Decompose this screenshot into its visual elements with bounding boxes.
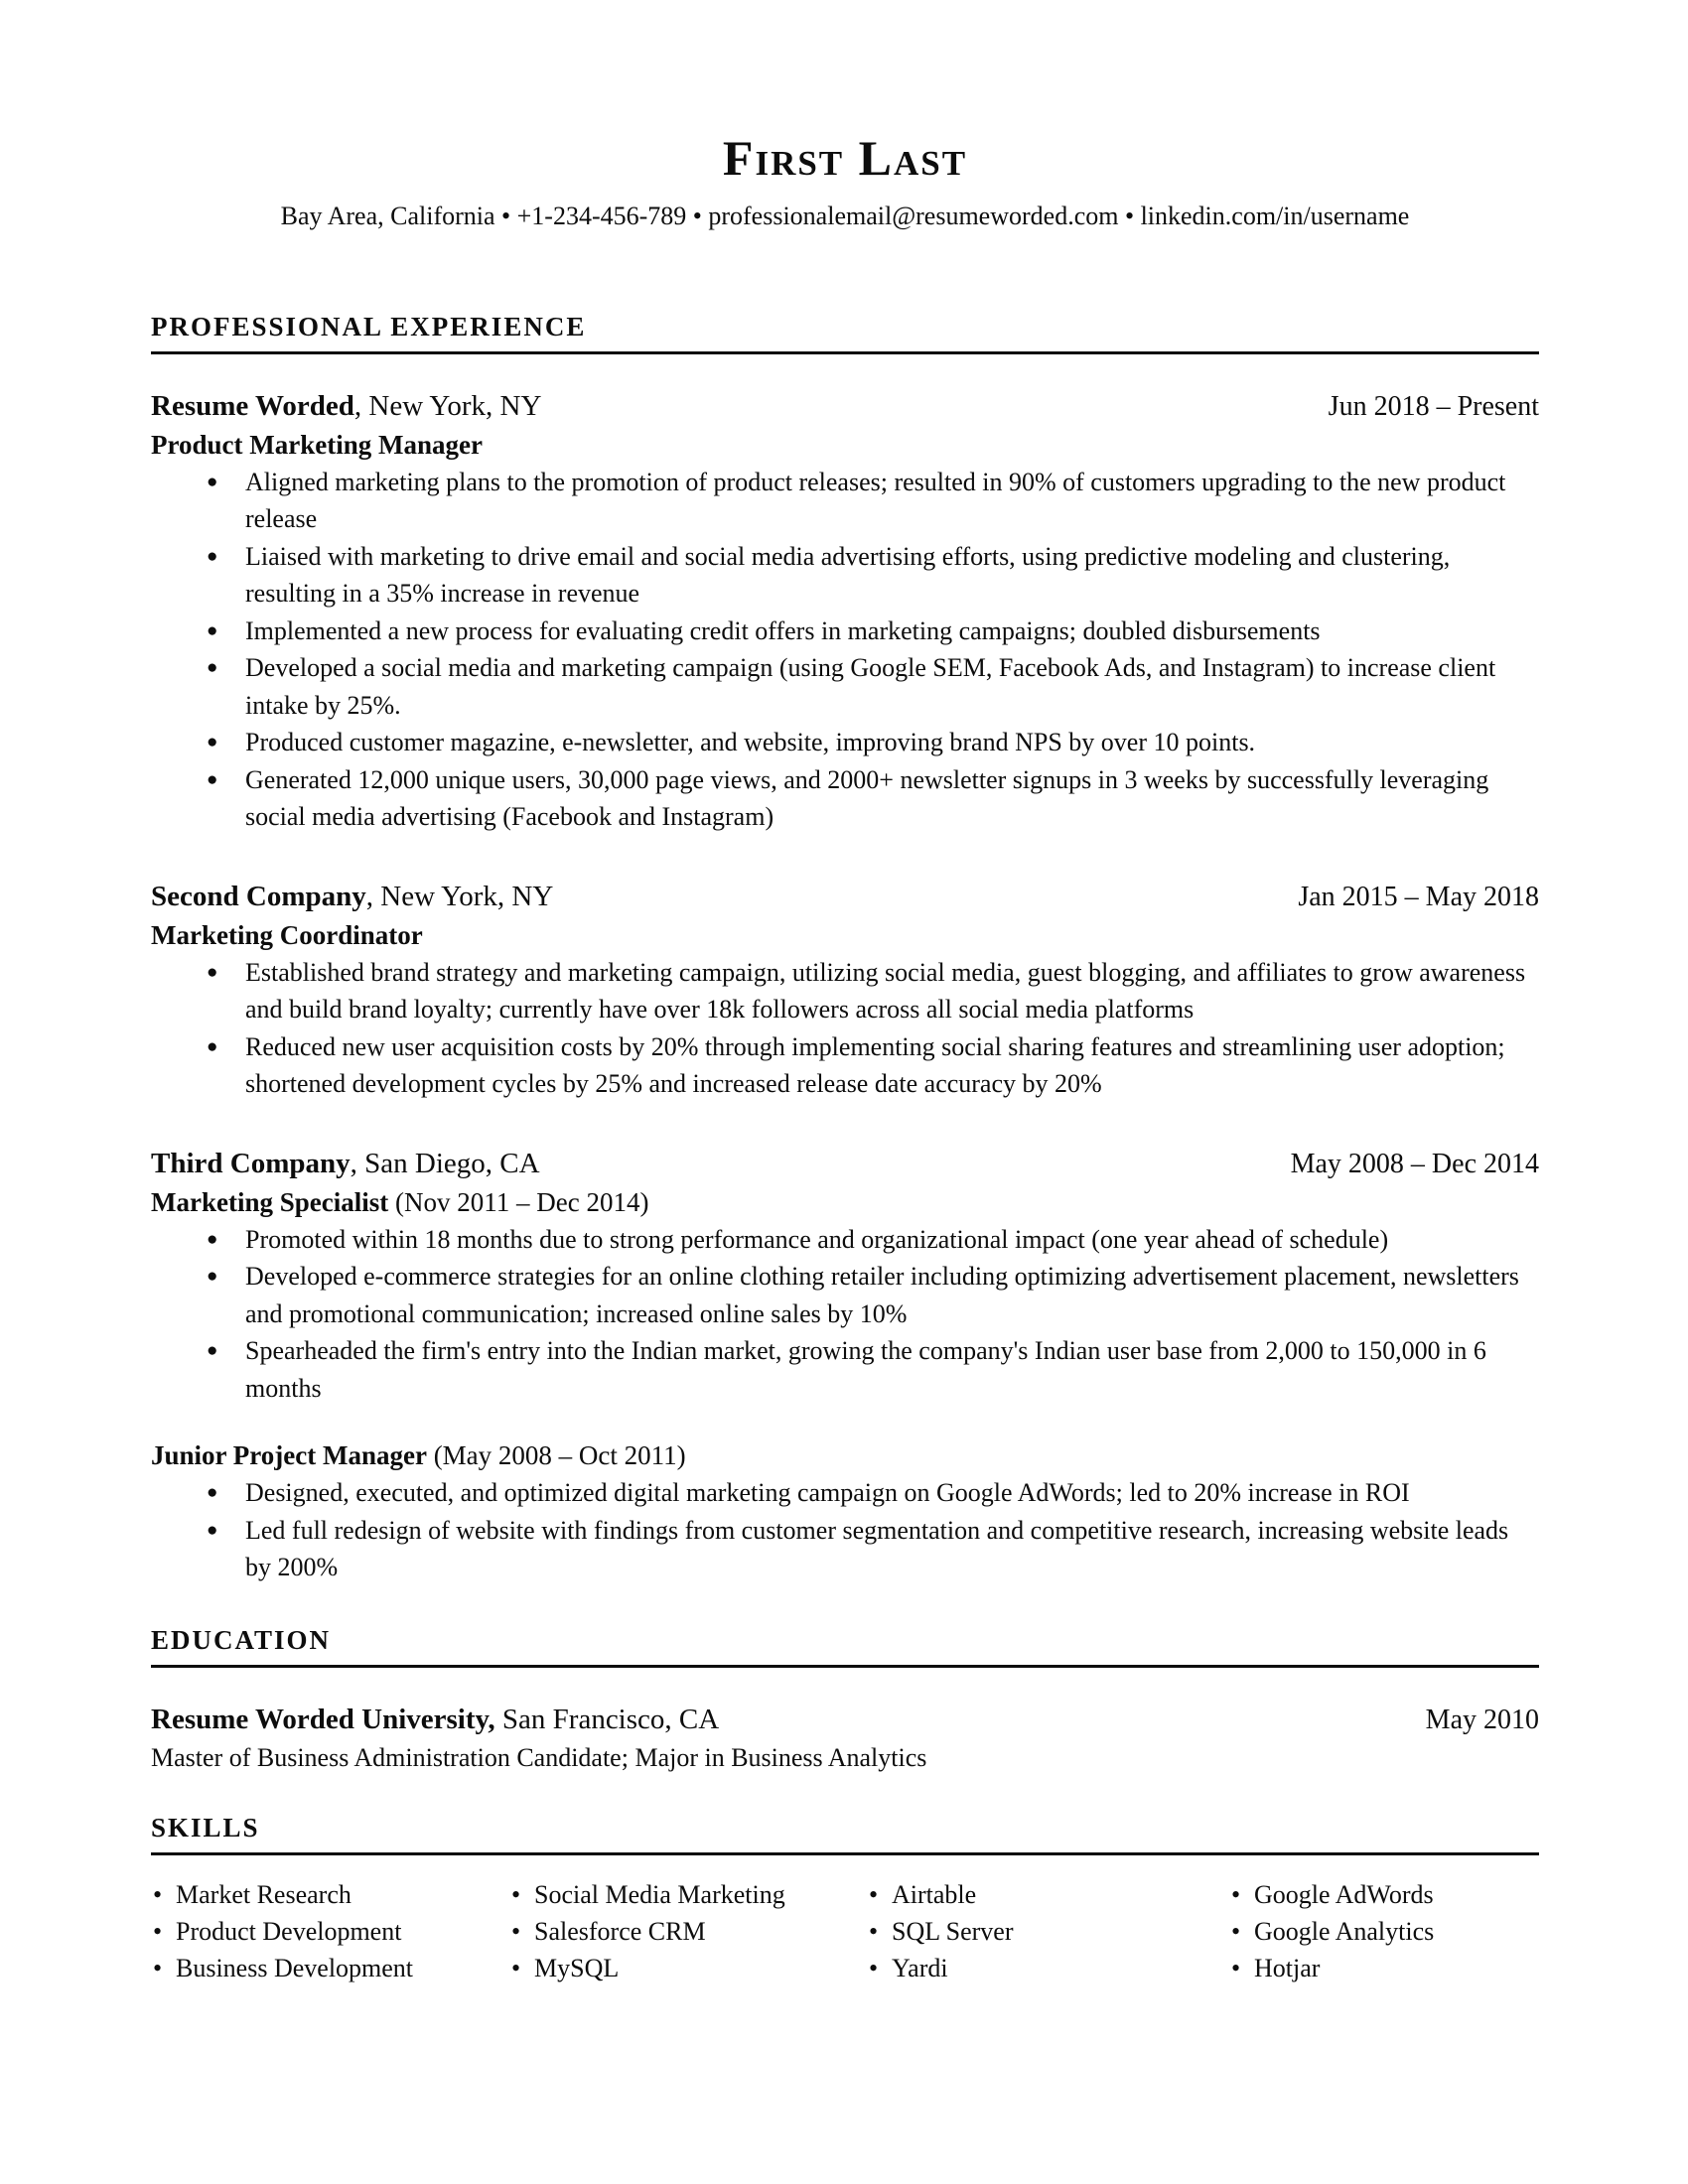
skill-item: [151, 1913, 509, 1950]
bullet-icon: ●: [207, 657, 218, 679]
company-line: [151, 1145, 540, 1182]
bullet-text: Promoted within 18 months due to strong performance and organizational impact (one year ahead of schedule): [245, 1224, 1389, 1254]
job-header: [151, 878, 1539, 916]
date-range: May 2008 – Dec 2014: [1290, 1148, 1539, 1179]
bullet-icon: ●: [207, 545, 218, 567]
bullet-icon: •: [153, 1954, 163, 1983]
education-heading: EDUCATION: [151, 1625, 1539, 1668]
bullet-icon: •: [1231, 1917, 1241, 1947]
skill-item: [867, 1913, 1229, 1950]
company-location: , San Diego, CA: [350, 1147, 540, 1179]
skill-item: [1229, 1950, 1539, 1986]
skill-item: [509, 1913, 867, 1950]
bullet-icon: ●: [207, 1035, 218, 1057]
bullet-item: [151, 1028, 1539, 1103]
bullet-list: [151, 954, 1539, 1103]
bullet-item: [151, 649, 1539, 724]
bullet-item: [151, 1332, 1539, 1407]
skill-text: Market Research: [176, 1880, 352, 1910]
degree-text: Master of Business Administration Candidate; Major in Business Analytics: [151, 1742, 927, 1772]
skill-text: MySQL: [534, 1954, 620, 1983]
job-resume-worded: [151, 387, 1539, 836]
skill-text: Airtable: [892, 1880, 977, 1910]
job-header: [151, 1145, 1539, 1183]
bullet-icon: •: [511, 1917, 521, 1947]
bullet-text: Designed, executed, and optimized digital marketing campaign on Google AdWords; led to 20% increase in ROI: [245, 1478, 1410, 1508]
bullet-item: [151, 1221, 1539, 1259]
bullet-icon: •: [1231, 1880, 1241, 1910]
company-name: Third Company: [151, 1147, 351, 1179]
company-name: Resume Worded: [151, 389, 354, 422]
bullet-item: [151, 724, 1539, 761]
bullet-list: [151, 1221, 1539, 1408]
experience-heading: PROFESSIONAL EXPERIENCE: [151, 312, 1539, 354]
skills-column: [151, 1876, 509, 1986]
job-title-text: Junior Project Manager: [151, 1440, 427, 1471]
education-section: [151, 1625, 1539, 1777]
company-location: , New York, NY: [365, 880, 554, 912]
bullet-icon: •: [869, 1917, 879, 1947]
bullet-icon: •: [1231, 1954, 1241, 1983]
bullet-text: Led full redesign of website with findings from customer segmentation and competitive research, increasing website leads by 200%: [245, 1515, 1509, 1582]
skill-text: Salesforce CRM: [534, 1917, 706, 1947]
contact-line: Bay Area, California • +1-234-456-789 • professionalemail@resumeworded.com • linkedin.com/in/username: [280, 201, 1410, 230]
bullet-item: [151, 1474, 1539, 1512]
role-marketing-specialist: [151, 1183, 1539, 1408]
bullet-icon: •: [153, 1880, 163, 1910]
bullet-text: Spearheaded the firm's entry into the Indian market, growing the company's Indian user base from 2,000 to 150,000 in 6 months: [245, 1336, 1486, 1403]
bullet-icon: ●: [207, 732, 218, 753]
skill-text: Hotjar: [1254, 1954, 1321, 1983]
experience-section: [151, 312, 1539, 1586]
skill-item: [1229, 1913, 1539, 1950]
bullet-item: [151, 538, 1539, 613]
skill-text: Social Media Marketing: [534, 1880, 785, 1910]
skill-item: [867, 1950, 1229, 1986]
date-range: Jan 2015 – May 2018: [1298, 881, 1539, 912]
skills-column: [1229, 1876, 1539, 1986]
job-second-company: [151, 878, 1539, 1103]
bullet-icon: ●: [207, 1519, 218, 1541]
school-name: Resume Worded University,: [151, 1703, 495, 1735]
skill-item: [867, 1876, 1229, 1913]
bullet-icon: ●: [207, 1482, 218, 1504]
skills-column: [867, 1876, 1229, 1986]
bullet-text: Developed e-commerce strategies for an online clothing retailer including optimizing advertisement placement, newsletters and promotional communication; increased online sales by 10%: [245, 1262, 1519, 1328]
skills-grid: [151, 1876, 1539, 1986]
skill-item: [509, 1950, 867, 1986]
bullet-text: Generated 12,000 unique users, 30,000 page views, and 2000+ newsletter signups in 3 weeks by successfully leveraging social media advertising (Facebook and Instagram): [245, 764, 1489, 832]
skill-text: SQL Server: [892, 1917, 1014, 1947]
skill-text: Yardi: [892, 1954, 948, 1983]
bullet-icon: •: [511, 1954, 521, 1983]
skill-text: Google Analytics: [1254, 1917, 1435, 1947]
company-location: , New York, NY: [353, 389, 542, 422]
company-line: [151, 387, 541, 425]
school-line: [151, 1701, 719, 1738]
bullet-item: [151, 613, 1539, 650]
bullet-text: Developed a social media and marketing campaign (using Google SEM, Facebook Ads, and Instagram) to increase client intake by 25%.: [245, 653, 1496, 720]
bullet-item: [151, 1512, 1539, 1586]
skill-text: Product Development: [176, 1917, 402, 1947]
bullet-icon: •: [869, 1880, 879, 1910]
bullet-icon: ●: [207, 1340, 218, 1362]
job-title: Marketing Coordinator: [151, 919, 423, 950]
bullet-text: Liaised with marketing to drive email and social media advertising efforts, using predictive modeling and clustering, resulting in a 35% increase in revenue: [245, 541, 1451, 609]
job-title: [151, 1183, 1539, 1221]
job-title: [151, 1436, 1539, 1474]
bullet-icon: ●: [207, 961, 218, 983]
bullet-item: [151, 1258, 1539, 1332]
skills-section: [151, 1813, 1539, 1986]
date-range: Jun 2018 – Present: [1328, 390, 1539, 422]
bullet-icon: •: [511, 1880, 521, 1910]
bullet-icon: ●: [207, 768, 218, 790]
bullet-list: [151, 464, 1539, 836]
bullet-icon: ●: [207, 471, 218, 492]
skill-text: Google AdWords: [1254, 1880, 1434, 1910]
skills-heading: SKILLS: [151, 1813, 1539, 1855]
bullet-list: [151, 1474, 1539, 1586]
bullet-icon: ●: [207, 1266, 218, 1288]
job-title-text: Marketing Specialist: [151, 1186, 389, 1217]
bullet-item: [151, 464, 1539, 538]
bullet-text: Reduced new user acquisition costs by 20% through implementing social sharing features and streamlining user adoption; shortened development cycles by 25% and increased release date accuracy by 20%: [245, 1031, 1505, 1099]
role-date-range: (May 2008 – Oct 2011): [426, 1440, 686, 1471]
bullet-text: Produced customer magazine, e-newsletter, and website, improving brand NPS by over 10 points.: [245, 728, 1256, 757]
bullet-icon: •: [153, 1917, 163, 1947]
job-title: Product Marketing Manager: [151, 429, 483, 460]
job-header: [151, 387, 1539, 426]
bullet-icon: •: [869, 1954, 879, 1983]
education-school-row: [151, 1701, 1539, 1739]
bullet-icon: ●: [207, 1228, 218, 1250]
company-name: Second Company: [151, 880, 366, 912]
role: [151, 426, 1539, 836]
skill-item: [1229, 1876, 1539, 1913]
job-third-company: [151, 1145, 1539, 1586]
school-location: San Francisco, CA: [494, 1703, 720, 1735]
skill-text: Business Development: [176, 1954, 414, 1983]
role-junior-project-manager: [151, 1436, 1539, 1586]
bullet-icon: ●: [207, 619, 218, 641]
role-date-range: (Nov 2011 – Dec 2014): [388, 1186, 649, 1217]
skills-column: [509, 1876, 867, 1986]
bullet-item: [151, 954, 1539, 1028]
company-line: [151, 878, 553, 915]
bullet-text: Implemented a new process for evaluating credit offers in marketing campaigns; doubled disbursements: [245, 615, 1321, 645]
bullet-item: [151, 761, 1539, 836]
graduation-date: May 2010: [1425, 1704, 1539, 1735]
role: [151, 916, 1539, 1103]
skill-item: [151, 1950, 509, 1986]
page-title: First Last: [722, 130, 968, 186]
bullet-text: Aligned marketing plans to the promotion of product releases; resulted in 90% of customers upgrading to the new product release: [245, 467, 1506, 534]
skill-item: [151, 1876, 509, 1913]
skill-item: [509, 1876, 867, 1913]
bullet-text: Established brand strategy and marketing campaign, utilizing social media, guest blogging, and affiliates to grow awareness and build brand loyalty; currently have over 18k followers across all social media platforms: [245, 957, 1526, 1024]
